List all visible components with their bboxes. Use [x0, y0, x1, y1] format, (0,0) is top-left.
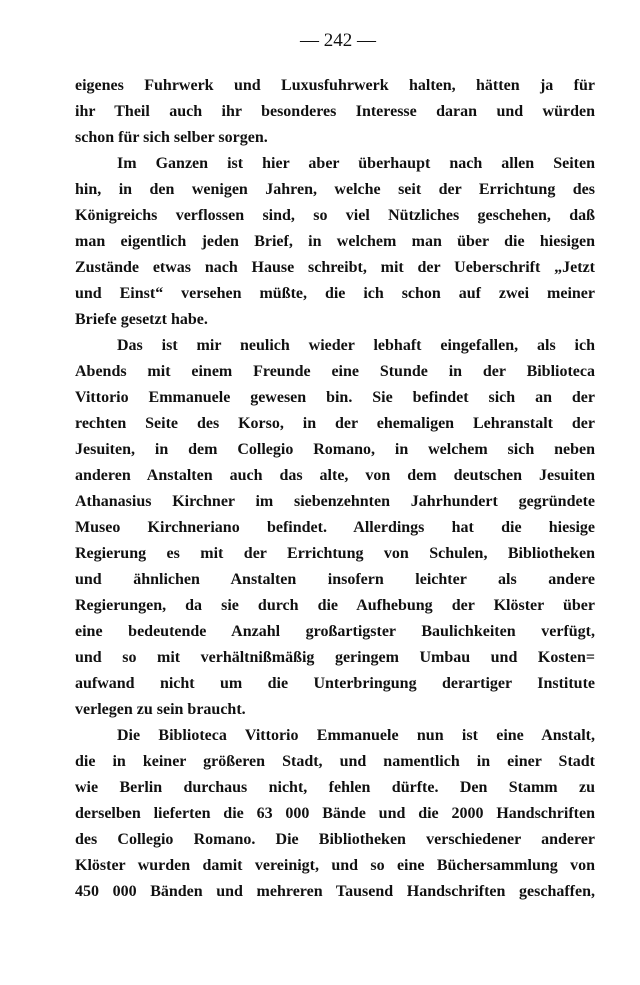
page-number: — 242 — [300, 30, 376, 51]
text-line: wie Berlin durchaus nicht, fehlen dürfte. Den Stamm zu [75, 779, 595, 796]
body-text [75, 73, 595, 905]
text-line: Jesuiten, in dem Collegio Romano, in welchem sich neben [75, 441, 595, 458]
text-line: anderen Anstalten auch das alte, von dem deutschen Jesuiten [75, 467, 595, 484]
text-line: rechten Seite des Korso, in der ehemaligen Lehranstalt der [75, 415, 595, 432]
text-line: und Einst“ versehen müßte, die ich schon auf zwei meiner [75, 285, 595, 302]
text-line: Zustände etwas nach Hause schreibt, mit der Ueberschrift „Jetzt [75, 259, 595, 276]
text-line: Das ist mir neulich wieder lebhaft eingefallen, als ich [117, 337, 595, 354]
text-line: hin, in den wenigen Jahren, welche seit der Errichtung des [75, 181, 595, 198]
text-line: aufwand nicht um die Unterbringung derartiger Institute [75, 675, 595, 692]
text-line: Klöster wurden damit vereinigt, und so eine Büchersammlung von [75, 857, 595, 874]
text-line: man eigentlich jeden Brief, in welchem man über die hiesigen [75, 233, 595, 250]
text-line: Athanasius Kirchner im siebenzehnten Jahrhundert gegründete [75, 493, 595, 510]
text-line: eigenes Fuhrwerk und Luxusfuhrwerk halten, hätten ja für [75, 77, 595, 94]
text-line: und ähnlichen Anstalten insofern leichter als andere [75, 571, 595, 588]
text-line: die in keiner größeren Stadt, und namentlich in einer Stadt [75, 753, 595, 770]
text-line: schon für sich selber sorgen. [75, 129, 268, 146]
text-line: Königreichs verflossen sind, so viel Nützliches geschehen, daß [75, 207, 595, 224]
text-line: Abends mit einem Freunde eine Stunde in der Biblioteca [75, 363, 595, 380]
text-line: eine bedeutende Anzahl großartigster Baulichkeiten verfügt, [75, 623, 595, 640]
text-line: verlegen zu sein braucht. [75, 701, 246, 718]
text-line: und so mit verhältnißmäßig geringem Umbau und Kosten= [75, 649, 595, 666]
text-line: Regierungen, da sie durch die Aufhebung der Klöster über [75, 597, 595, 614]
text-line: Vittorio Emmanuele gewesen bin. Sie befindet sich an der [75, 389, 595, 406]
text-line: ihr Theil auch ihr besonderes Interesse daran und würden [75, 103, 595, 120]
text-line: derselben lieferten die 63 000 Bände und die 2000 Handschriften [75, 805, 595, 822]
text-line: Regierung es mit der Errichtung von Schulen, Bibliotheken [75, 545, 595, 562]
text-line: Museo Kirchneriano befindet. Allerdings hat die hiesige [75, 519, 595, 536]
text-line: des Collegio Romano. Die Bibliotheken verschiedener anderer [75, 831, 595, 848]
text-line: Briefe gesetzt habe. [75, 311, 208, 328]
text-line: Die Biblioteca Vittorio Emmanuele nun ist eine Anstalt, [117, 727, 595, 744]
text-line: 450 000 Bänden und mehreren Tausend Handschriften geschaffen, [75, 883, 595, 900]
text-line: Im Ganzen ist hier aber überhaupt nach allen Seiten [117, 155, 595, 172]
